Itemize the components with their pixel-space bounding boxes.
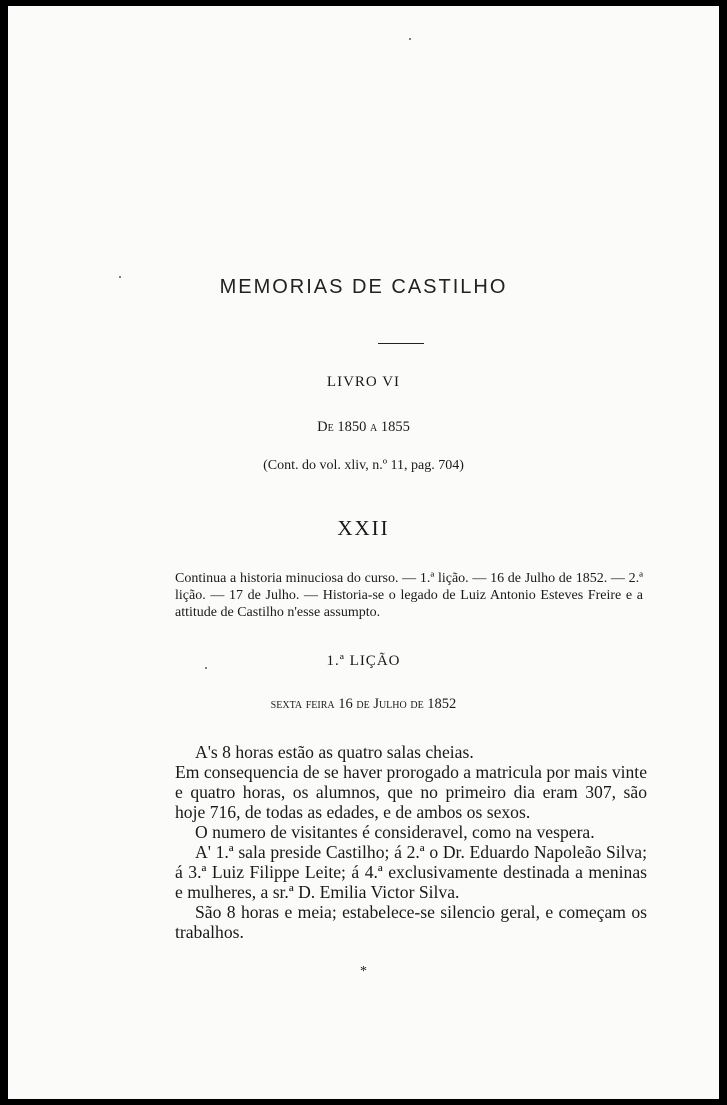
paragraph: Em consequencia de se haver prorogado a matricula por mais vinte e quatro horas, os alumnos, que no primeiro dia eram 307, são hoje 716, de todas as edades, e de ambos os sexos. (175, 762, 647, 822)
book-title: MEMORIAS DE CASTILHO (219, 276, 508, 298)
ornament-asterisk: * (360, 964, 367, 979)
book-number: LIVRO VI (326, 374, 401, 390)
paragraph: São 8 horas e meia; estabelece-se silencio geral, e começam os trabalhos. (175, 902, 647, 942)
paragraph: A' 1.ª sala preside Castilho; á 2.ª o Dr. Eduardo Napoleão Silva; á 3.ª Luiz Filippe Leite; á 4.ª exclusivamente destinada a meninas e mulheres, a sr.ª D. Emilia Victor Silva. (175, 842, 647, 902)
chapter-number: XXII (337, 516, 390, 540)
date-range: De 1850 a 1855 (317, 419, 410, 435)
paragraph: A's 8 horas estão as quatro salas cheias. (195, 742, 474, 762)
book-page (8, 6, 719, 1099)
chapter-summary: Continua a historia minuciosa do curso. — 1.ª lição. — 16 de Julho de 1852. — 2.ª lição. — 17 de Julho. — Historia-se o legado de Luiz Antonio Esteves Freire e a attitude de Castilho n'esse assumpto. (175, 571, 643, 620)
body-text (175, 742, 647, 942)
title-divider (378, 343, 424, 344)
continuation-note: (Cont. do vol. xliv, n.º 11, pag. 704) (263, 458, 464, 473)
lesson-heading: 1.ª LIÇÃO (326, 653, 401, 669)
speck (409, 38, 411, 40)
lesson-date: sexta feira 16 de Julho de 1852 (270, 696, 457, 712)
paragraph: O numero de visitantes é consideravel, como na vespera. (195, 822, 595, 842)
